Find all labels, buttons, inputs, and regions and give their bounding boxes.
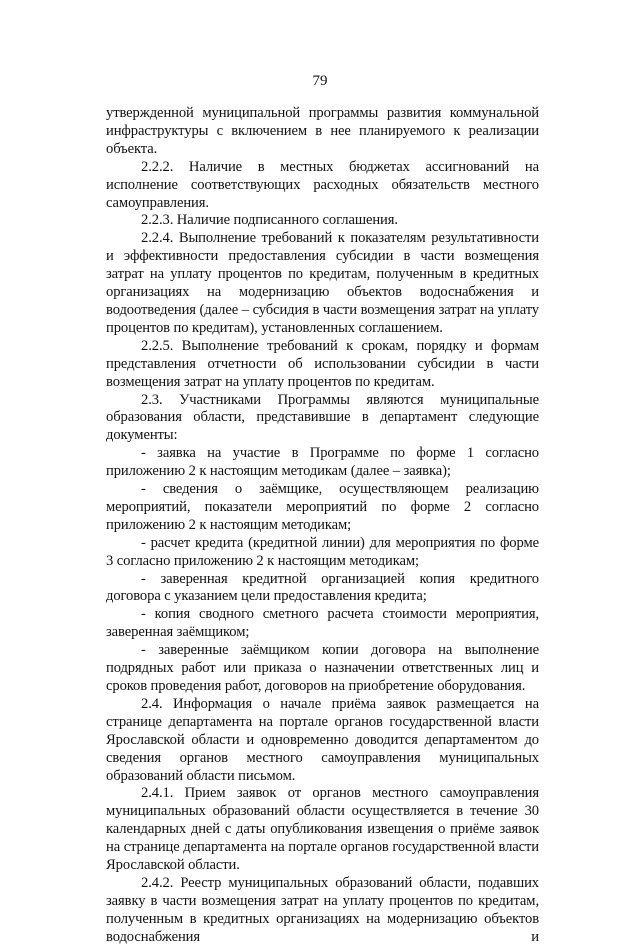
list-item-borrower-info: - сведения о заёмщике, осуществляющем реализацию мероприятий, показатели мероприятий по форме 2 согласно приложению 2 к настоящим методикам; [106,481,539,533]
paragraph-2-4: 2.4. Информация о начале приёма заявок размещается на странице департамента на портале органов государственной власти Ярославской области и одновременно доводится департаментом до сведения органов местного самоуправления муниципальных образований области письмом. [106,695,539,784]
paragraph-2-4-2: 2.4.2. Реестр муниципальных образований области, подавших заявку в части возмещения затрат на уплату процентов по кредитам, полученным в кредитных организациях на модернизацию объектов водоснабжения и [106,874,539,945]
paragraph-2-2-3: 2.2.3. Наличие подписанного соглашения. [141,212,398,229]
paragraph-2-2-4: 2.2.4. Выполнение требований к показателям результативности и эффективности предоставления субсидии в части возмещения затрат на уплату процентов по кредитам, полученным в кредитных организациях на модернизацию объектов водоснабжения и водоотведения (далее – субсидия в части возмещения затрат на уплату процентов по кредитам), установленных соглашением. [106,230,539,336]
list-item-credit-agreement-copy: - заверенная кредитной организацией копия кредитного договора с указанием цели предоставления кредита; [106,570,539,605]
document-body [106,105,539,947]
paragraph-2-2-2: 2.2.2. Наличие в местных бюджетах ассигнований на исполнение соответствующих расходных обязательств местного самоуправления. [106,158,539,211]
list-item-contract-copies: - заверенные заёмщиком копии договора на выполнение подрядных работ или приказа о назначении ответственных лиц и сроков проведения работ, договоров на приобретение оборудования. [106,642,539,694]
paragraph-program-continuation: утвержденной муниципальной программы развития коммунальной инфраструктуры с включением в нее планируемого к реализации объекта. [106,105,539,157]
list-item-application: - заявка на участие в Программе по форме 1 согласно приложению 2 к настоящим методикам (далее – заявка); [106,445,539,480]
list-item-credit-calculation: - расчет кредита (кредитной линии) для мероприятия по форме 3 согласно приложению 2 к настоящим методикам; [106,534,539,569]
paragraph-2-4-1: 2.4.1. Прием заявок от органов местного самоуправления муниципальных образований области осуществляется в течение 30 календарных дней с даты опубликования извещения о приёме заявок на странице департамента на портале органов государственной власти Ярославской области. [106,785,539,874]
paragraph-2-3: 2.3. Участниками Программы являются муниципальные образования области, представившие в департамент следующие документы: [106,391,539,444]
page-number: 79 [312,73,328,89]
list-item-estimate-copy: - копия сводного сметного расчета стоимости мероприятия, заверенная заёмщиком; [106,606,539,641]
paragraph-2-2-5: 2.2.5. Выполнение требований к срокам, порядку и формам представления отчетности об использовании субсидии в части возмещения затрат на уплату процентов по кредитам. [106,337,539,390]
